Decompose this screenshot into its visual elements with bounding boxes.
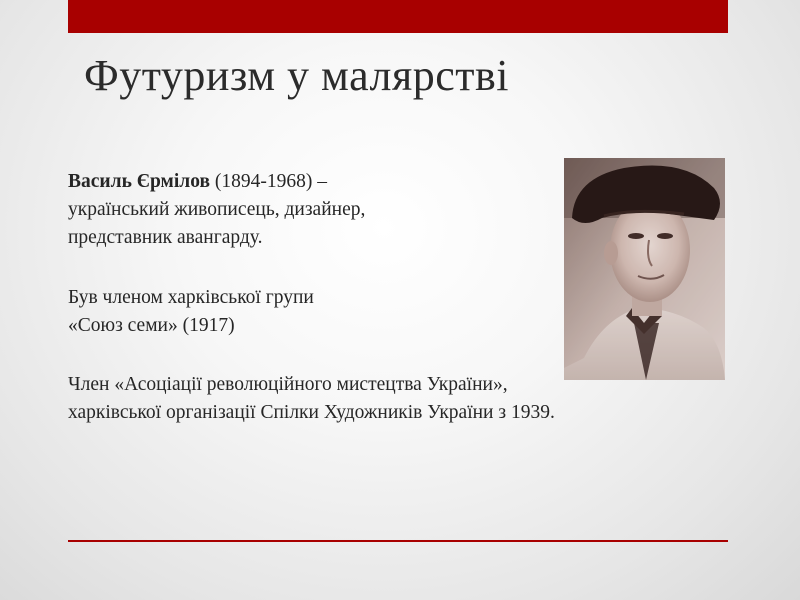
bio-line-3: представник авангарду. [68,227,263,248]
group-line-2: «Союз семи» (1917) [68,315,235,336]
artist-portrait-photo [564,158,725,380]
group-line-1: Був членом харківської групи [68,287,314,308]
membership-line-1: Член «Асоціації революційного мистецтва України», [68,374,508,395]
slide-title: Футуризм у малярстві [84,51,509,100]
top-accent-bar [68,0,728,33]
artist-years: (1894-1968) – [209,171,327,192]
bio-line-2: український живописець, дизайнер, [68,199,366,220]
bottom-accent-line [68,540,728,542]
artist-name: Василь Єрмілов [68,171,210,192]
membership-line-2: харківської організації Спілки Художників України з 1939. [68,402,555,423]
